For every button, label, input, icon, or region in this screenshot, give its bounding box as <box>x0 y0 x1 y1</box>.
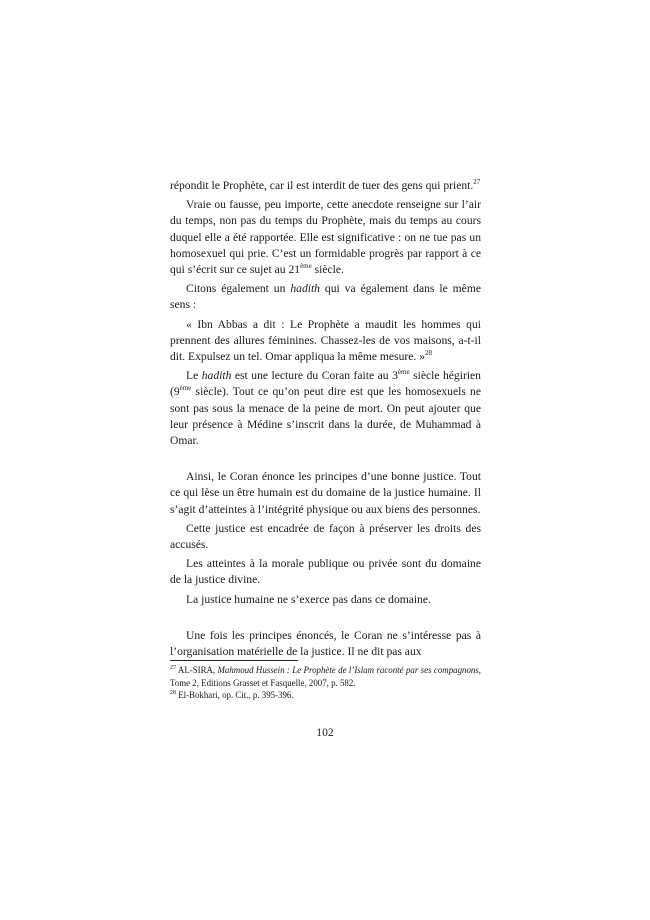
paragraph-6: Ainsi, le Coran énonce les principes d’une bonne justice. Tout ce qui lèse un être humain est du domaine de la justice humaine. Il s’agit d’atteintes à l’intégrité physique ou aux biens des personnes. <box>170 470 481 516</box>
page-number: 102 <box>316 726 334 739</box>
paragraph-9: La justice humaine ne s’exerce pas dans ce domaine. <box>186 592 431 606</box>
paragraph-10: Une fois les principes énoncés, le Coran ne s’intéresse pas à l’organisation matérielle de la justice. Il ne dit pas aux <box>170 628 481 659</box>
paragraph-7: Cette justice est encadrée de façon à préserver les droits des accusés. <box>170 521 481 552</box>
paragraph-5: Le hadith est une lecture du Coran faite au 3ème siècle hégirien (9ème siècle). Tout ce qu’on peut dire est que les homosexuels ne sont pas sous la menace de la peine de mort. On peut ajouter que leur présence à Médine s’inscrit dans la durée, de Muhammad à Omar. <box>170 368 481 448</box>
paragraph-8: Les atteintes à la morale publique ou privée sont du domaine de la justice divine. <box>170 557 481 587</box>
paragraph-2: Vraie ou fausse, peu importe, cette anecdote renseigne sur l’air du temps, non pas du temps du Prophète, mais du temps au cours duquel elle a été rapportée. Elle est significative : on ne tue pas un homosexuel qui prie. C’est un formidable progrès par rapport à ce qui s’écrit sur ce sujet au 21ème siècle. <box>170 198 481 277</box>
quote-paragraph: « Ibn Abbas a dit : Le Prophète a maudit les hommes qui prennent des allures féminines. Chassez-les de vos maisons, a-t-il dit. Expulsez un tel. Omar appliqua la même mesure. »$^{28}$ <box>170 317 481 364</box>
paragraph-1: répondit le Prophète, car il est interdit de tuer des gens qui prient.$^{27}$ <box>170 178 481 192</box>
footnote-ref-27[interactable]: 27 <box>473 178 481 187</box>
footnotes <box>170 660 481 702</box>
page-body <box>170 178 481 663</box>
paragraph-3: Citons également un hadith qui va également dans le même sens : <box>170 282 481 312</box>
footnote-ref-28[interactable]: 28 <box>425 349 432 358</box>
footnote-divider <box>170 660 298 661</box>
footnote-27: $^{27}$ AL-SIRA, Mahmoud Hussein : Le Prophète de l’Islam raconté par ses compagnons, Tome 2, Editions Grasset et Fasquelle, 2007, p. 582. <box>170 665 481 688</box>
footnote-28: $^{28}$ El-Bokhari, op. Cit., p. 395-396. <box>170 690 294 701</box>
